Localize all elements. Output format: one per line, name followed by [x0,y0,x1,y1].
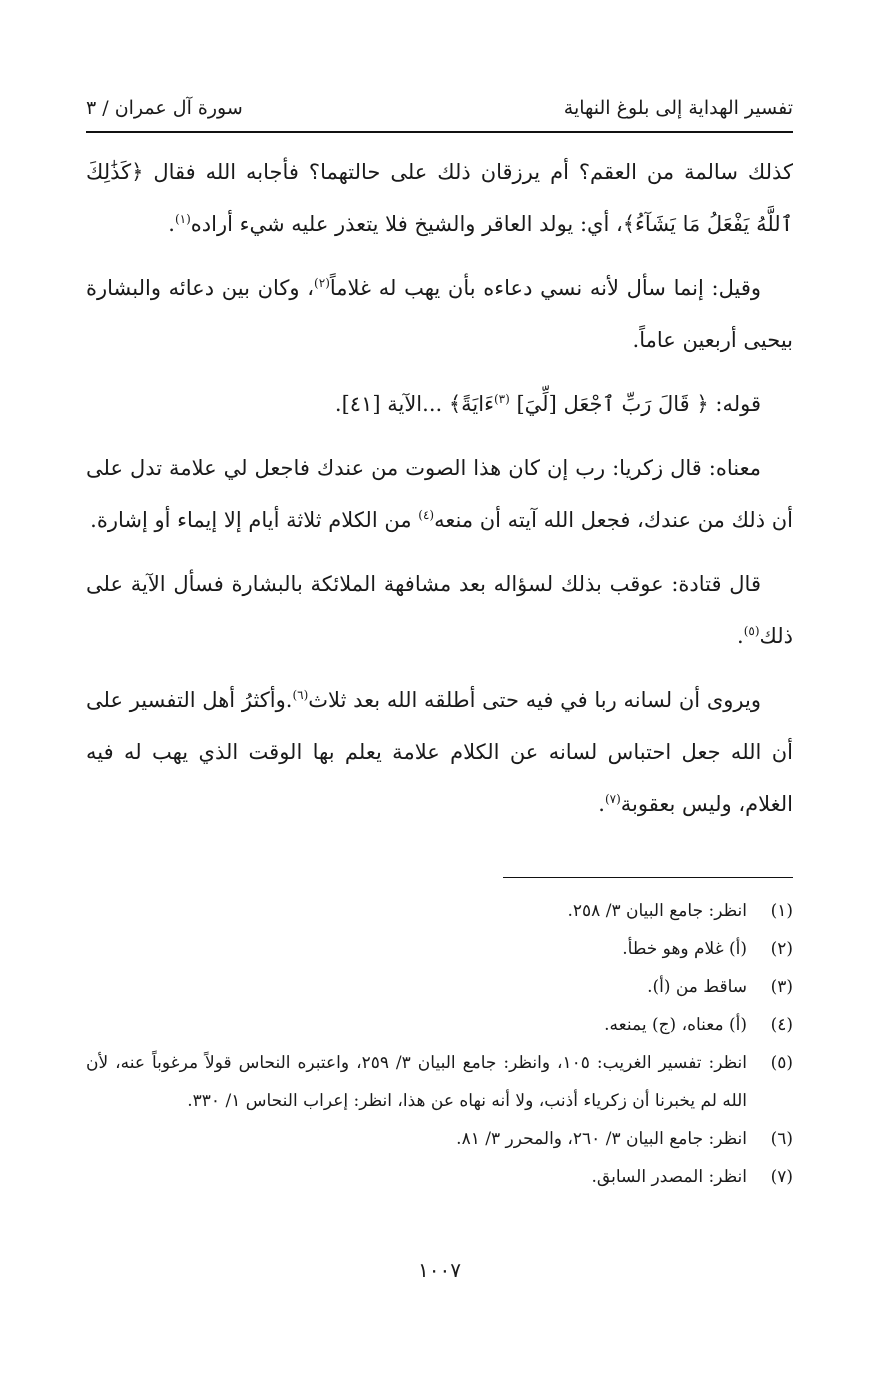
footnote [86,1006,793,1044]
footnote [86,892,793,930]
footnote-ref: (٣) [493,392,510,406]
footnote [86,968,793,1006]
footnotes [86,892,793,1196]
footnote-text: (أ) معناه، (ج) يمنعه. [604,1015,747,1035]
paragraph [86,146,793,250]
footnote-ref: (٢) [314,276,330,290]
paragraph-text: قوله: ﴿ قَالَ رَبِّ ٱجْعَل [لِّيَ] [516,392,761,416]
paragraph-text: ءَايَةً﴾ ...الآية [٤١]. [334,392,494,416]
footnote [86,1158,793,1196]
footnote-number: (٦) [770,1129,793,1149]
paragraph-text: وقيل: إنما سأل لأنه نسي دعاءه بأن يهب له غلاماً [329,276,761,300]
footnote-number: (٧) [770,1167,793,1187]
paragraph-text: قال قتادة: عوقب بذلك لسؤاله بعد مشافهة الملائكة بالبشارة فسأل الآية على ذلك [86,572,793,648]
paragraph-text: .وأكثرُ أهل التفسير على أن الله جعل احتباس لسانه عن الكلام علامة يعلم بها الوقت الذي يهب له فيه الغلام، وليس بعقوبة [86,688,793,816]
paragraph [86,378,793,430]
footnote-ref: (٥) [743,624,760,638]
paragraph-text: . [168,212,175,236]
footnote-text: انظر: جامع البيان ٣/ ٢٥٨. [567,901,747,921]
footnote-number: (٣) [770,977,793,997]
footnote-number: (٥) [770,1053,793,1073]
running-header [86,88,793,128]
paragraph-text: ، وكان بين دعائه والبشارة بيحيى أربعين عاماً. [86,276,793,352]
footnote-rule [503,877,793,878]
paragraph [86,558,793,662]
paragraph [86,262,793,366]
footnote-text: انظر: تفسير الغريب: ١٠٥، وانظر: جامع البيان ٣/ ٢٥٩، واعتبره النحاس قولاً مرغوباً عنه، لأن الله لم يخبرنا أن زكرياء أذنب، ولا أنه نهاه عن هذا، انظر: إعراب النحاس ١/ ٣٣٠. [86,1053,747,1111]
paragraph-text: ويروى أن لسانه ربا في فيه حتى أطلقه الله بعد ثلاث [308,688,762,712]
footnote-text: انظر: جامع البيان ٣/ ٢٦٠، والمحرر ٣/ ٨١. [456,1129,747,1149]
paragraph-text: معناه: قال زكريا: رب إن كان هذا الصوت من عندك فاجعل لي علامة تدل على أن ذلك من عندك، فجعل الله آيته أن منعه [86,456,793,532]
main-text [86,146,793,842]
paragraph-text: . [598,792,605,816]
footnote-text: ساقط من (أ). [647,977,747,997]
footnote-ref: (٧) [604,792,621,806]
footnote-text: انظر: المصدر السابق. [591,1167,747,1187]
footnote-ref: (٤) [418,508,435,522]
paragraph-text: . [737,624,744,648]
section-title: سورة آل عمران / ٣ [86,97,243,119]
footnote-number: (١) [770,901,793,921]
book-title: تفسير الهداية إلى بلوغ النهاية [563,97,793,119]
page-number: ١٠٠٧ [418,1258,461,1282]
footnote-ref: (٦) [292,688,309,702]
footnote-number: (٤) [770,1015,793,1035]
footnote-text: (أ) غلام وهو خطأ. [622,939,747,959]
footnote [86,930,793,968]
paragraph [86,442,793,546]
footnote [86,1120,793,1158]
paragraph-text: من الكلام ثلاثة أيام إلا إيماء أو إشارة. [90,508,412,532]
footnote [86,1044,793,1120]
paragraph-text: كذلك سالمة من العقم؟ أم يرزقان ذلك على حالتهما؟ فأجابه الله فقال ﴿كَذَٰلِكَ ٱللَّهُ يَفْعَلُ مَا يَشَآءُ﴾، أي: يولد العاقر والشيخ فلا يتعذر عليه شيء أراده [86,160,793,236]
header-rule [86,131,793,133]
footnote-number: (٢) [770,939,793,959]
paragraph [86,674,793,830]
footnote-ref: (١) [174,212,191,226]
